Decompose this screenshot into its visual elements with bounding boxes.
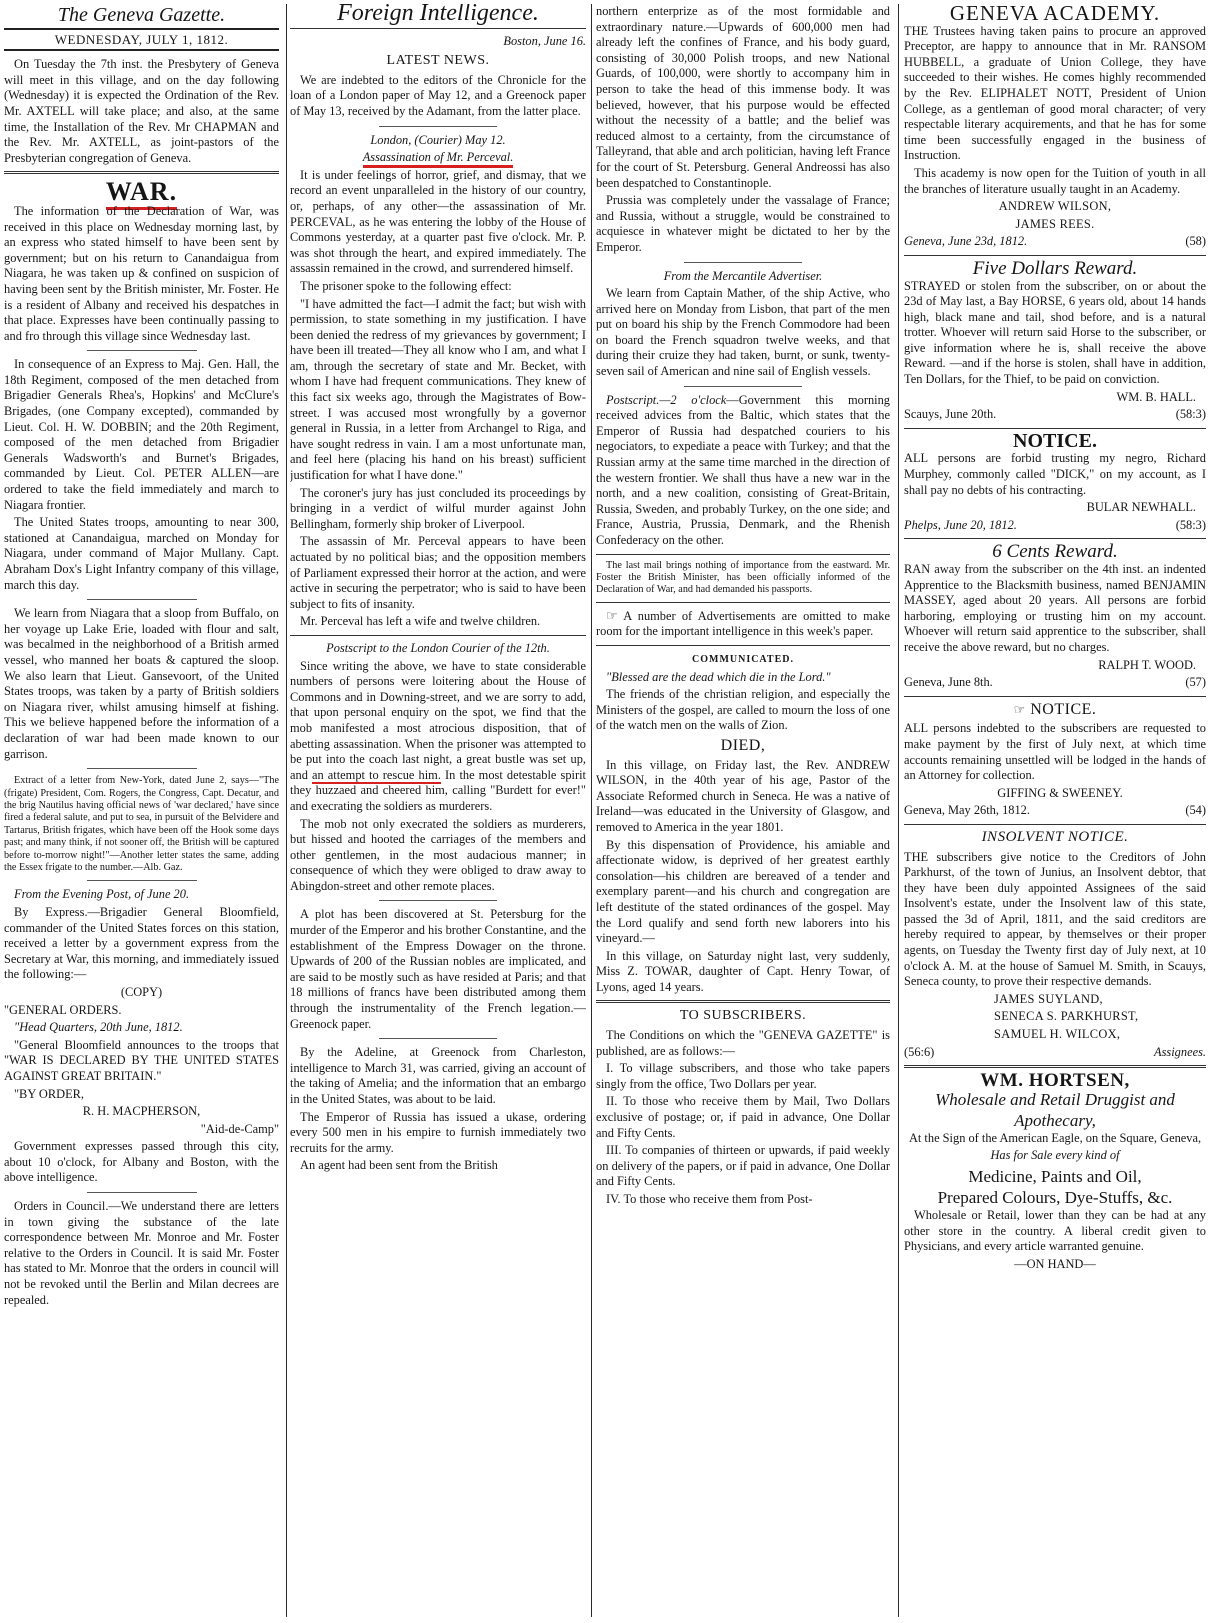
carriages-paragraph: The mob not only execrated the soldiers as murderers, but hissed and hooted the carriages of the members and other gentlemen, in the most audacious manner; in consequence of which they were obliged to draw away to Abingdon-street and other remote places. xyxy=(290,816,586,893)
on-hand: —ON HAND— xyxy=(1014,1256,1096,1271)
government-expresses: Government expresses passed through this city, about 10 o'clock, for Albany and Boston, with the above intelligence. xyxy=(4,1139,279,1185)
coroner-paragraph: The coroner's jury has just concluded its proceedings by bringing in a verdict of wilful murder against John Bellingham, formerly ship broker of Liverpool. xyxy=(290,485,586,531)
providence-paragraph: By this dispensation of Providence, his amiable and affectionate widow, is deprived of her greatest earthly consolation—his children are bereaved of a tender and exemplary parent—and his church and congregation are left destitute of the stated ordinances of the gospel. May the Lord qualify and send forth new laborers into his vineyard.— xyxy=(596,837,890,946)
ran-away-signer: RALPH T. WOOD. xyxy=(1098,657,1196,672)
communicated-heading: COMMUNICATED. xyxy=(692,654,794,665)
regiments-paragraph: In consequence of an Express to Maj. Gen. Hall, the 18th Regiment, composed of the men detached from Brigadier Generals Rhea's, Hopkins' and McClure's Brigades, (one Company excepted), commanded by Lieut. Col. H. W. DOBBIN; and the 20th Regiment, composed of the men detached from Brigadier Generals Wadsworth's and Burnet's Brigades, commanded by Lieut. Col. PETER ALLEN—are ordered to take the field immediately and march to Niagara frontier. xyxy=(4,357,279,512)
divider xyxy=(290,635,586,636)
mob-paragraph: Since writing the above, we have to state considerable numbers of persons were loitering about the House of Commons and in Downing-street, and we are sorry to add, that upon personal enquiry on the spot, we find that the mob manifested a most atrocious disposition, that of abetting assassination. When the prisoner was attempted to be put into the coach last night, a great bustle was set up, and an attempt to rescue him. In the most detestable spirit they huzzaed and cheered him, calling "Burdett for ever!" and execrating the soldiers as murderers. xyxy=(290,658,586,813)
divider xyxy=(379,126,497,127)
goods-line-1: Medicine, Paints and Oil, xyxy=(968,1167,1142,1186)
perceval-subhead: Assassination of Mr. Perceval. xyxy=(290,150,586,166)
firm-sign: At the Sign of the American Eagle, on the Square, Geneva, xyxy=(908,1130,1202,1145)
divider xyxy=(684,386,802,387)
rescue-highlight: an attempt to rescue him. xyxy=(312,767,441,782)
academy-heading: GENEVA ACADEMY. xyxy=(949,4,1161,25)
notice-dateline: Phelps, June 20, 1812. (58:3) xyxy=(904,517,1206,532)
chronicle-paragraph: We are indebted to the editors of the Chronicle for the loan of a London paper of May 12, and a Greenock paper of May 13, received by the Adamant, from the latter place. xyxy=(290,72,586,118)
orders-signer: R. H. MACPHERSON, xyxy=(82,1104,201,1119)
pointing-hand-icon: ☞ xyxy=(606,607,618,623)
adeline-paragraph: By the Adeline, at Greenock from Charleston, intelligence to March 31, was carried, giving an account of the taking of Amelia; and the information that an embargo in the United States, was about to be laid. xyxy=(290,1045,586,1106)
divider xyxy=(596,645,890,646)
divider xyxy=(904,696,1206,697)
insolvent-text: THE subscribers give notice to the Creditors of John Parkhurst, of the town of Junius, an Insolvent debtor, that they have been duly appointed Assignees of the said Insolvent's estate, under the Insolvent law of this state, passed the 3d of April, 1811, and the said creditors are hereby required to appear, by themselves or their proper agents, on Tuesday the Twenty first day of July next, at 10 o'clock A. M. at the house of Samuel M. Smith, in Scauys, Seneca county, to prove their respective demands. xyxy=(904,849,1206,989)
divider xyxy=(379,1038,497,1039)
divider xyxy=(596,1000,890,1003)
strayed-dateline: Scauys, June 20th. (58:3) xyxy=(904,407,1206,422)
column-2 xyxy=(290,4,586,1617)
express-paragraph: By Express.—Brigadier General Bloomfield, commander of the United States forces on this station, received a letter by a government express from the Secretary at War, this morning, and immediately issued the following:— xyxy=(4,904,279,982)
firm-description: Wholesale and Retail Druggist and Apothecary, xyxy=(935,1089,1175,1130)
friends-paragraph: The friends of the christian religion, and especially the Ministers of the gospel, are called to mourn the loss of one of the watch men on the walls of Zion. xyxy=(596,687,890,733)
divider xyxy=(87,350,197,351)
ukase-paragraph: The Emperor of Russia has issued a ukase, ordering every 500 men in his empire to furnish immediately two recruits for the army. xyxy=(290,1109,586,1155)
condition-1: I. To village subscribers, and those who take papers singly from the office, Two Dollars per year. xyxy=(596,1061,890,1091)
divider xyxy=(904,428,1206,429)
london-dateline: London, (Courier) May 12. xyxy=(370,132,506,147)
divider xyxy=(904,1065,1206,1068)
column-1 xyxy=(4,4,283,1617)
indebted-text: ALL persons indebted to the subscribers are requested to make payment by the first of July next, at which time accounts remaining unsettled will be lodged in the hands of an Attorney for collection. xyxy=(904,721,1206,783)
presbytery-notice: On Tuesday the 7th inst. the Presbytery of Geneva will meet in this village, and on the day following (Wednesday) it is expected the Ordination of the Rev. Mr. AXTELL will take place; and also, at the same time, the Installation of the Rev. Mr CHAPMAN and the Rev. Mr. AXTELL, as joint-pastors of the Presbyterian congregation of Geneva. xyxy=(4,57,279,165)
six-cents-heading: 6 Cents Reward. xyxy=(992,541,1118,563)
divider xyxy=(904,538,1206,539)
divider xyxy=(87,1192,197,1193)
column-4 xyxy=(904,4,1206,1617)
insolvent-signer-1: JAMES SUYLAND, xyxy=(994,991,1103,1006)
prisoner-statement: "I have admitted the fact—I admit the fact; but wish with permission, to state something in my justification. I have been denied the redress of my grievances by government; I have been ill treated—They all know who I am, and what I am, through the secretary of state and Mr. Becket, with whom I have had frequent communications. They knew of this fact six weeks ago, through the Magistrates of Bow-street. I was accused most wrongfully by a governor general in Russia, in a letter from Archangel to Riga, and have sought redress in vain. I am a most unfortunate man, and feel here (placing his hand on his breast) sufficient justification for what I have done." xyxy=(290,296,586,483)
masthead-title: The Geneva Gazette. xyxy=(57,4,226,26)
divider xyxy=(87,768,197,769)
notice-2-heading: ☞ NOTICE. xyxy=(1013,700,1097,718)
five-dollars-heading: Five Dollars Reward. xyxy=(972,257,1138,279)
orders-hq: "Head Quarters, 20th June, 1812. xyxy=(14,1020,183,1035)
assassin-paragraph: The assassin of Mr. Perceval appears to have been actuated by no political bias; and the opposition members of Parliament expressed their horror at the action, and were active in securing the perpetrator; who is said to have been subject to fits of insanity. xyxy=(290,534,586,611)
column-3 xyxy=(596,4,890,1617)
divider xyxy=(87,880,197,881)
boston-dateline: Boston, June 16. xyxy=(503,33,586,48)
column-rule xyxy=(898,4,899,1617)
mercantile-label: From the Mercantile Advertiser. xyxy=(663,268,823,283)
agent-paragraph: An agent had been sent from the British xyxy=(300,1158,498,1173)
mather-paragraph: We learn from Captain Mather, of the ship Active, who arrived here on Monday from Lisbon, that part of the men put on board his ship by the French Commodore had been on board the French squadron twelve weeks, and that during their cruize they had taken, burnt, or sunk, twenty-seven sail of American and nine sail of English vessels. xyxy=(596,286,890,379)
academy-dateline: Geneva, June 23d, 1812. (58) xyxy=(904,234,1206,249)
insolvent-signer-3: SAMUEL H. WILCOX, xyxy=(994,1027,1121,1042)
academy-text: THE Trustees having taken pains to procure an approved Preceptor, are happy to announce that in Mr. RANSOM HUBBELL, a graduate of Union College, they have succeeded to their wishes. He comes highly recommended by the Rev. ELIPHALET NOTT, President of Union College, as a gentleman of good moral character; of very respectable literary acquirements, and that he has for some time been successfully engaged in the business of Instruction. xyxy=(904,23,1206,163)
divider xyxy=(4,171,279,174)
firm-name: WM. HORTSEN, xyxy=(980,1070,1130,1092)
insolvent-footer: (56:6) Assignees. xyxy=(904,1044,1206,1059)
indebted-signer: GIFFING & SWEENEY. xyxy=(997,785,1123,800)
conditions-intro: The Conditions on which the "GENEVA GAZETTE" is published, are as follows:— xyxy=(596,1028,890,1058)
subscribers-heading: TO SUBSCRIBERS. xyxy=(679,1008,807,1024)
enterprize-paragraph: northern enterprize as of the most formidable and extraordinary nature.—Upwards of 600,000 men had already left the confines of France, and his body guard, consisting of 30,000 Polish troops, and new National Guards, of 100,000, were shortly to accompany him in person to take the head of this immense body. It was believed, however, that his purpose would be effected without the necessity of a battle; and the belief was reduced almost to a certainty, from the circumstance of Talleyrand, that able and arch politician, having left France for the court of St. Petersburg. General Andreossi has also been despatched to Constantinople. xyxy=(596,4,890,190)
ran-away-dateline: Geneva, June 8th. (57) xyxy=(904,675,1206,690)
notice-signer: BULAR NEWHALL. xyxy=(1086,500,1196,515)
insolvent-heading: INSOLVENT NOTICE. xyxy=(981,828,1129,845)
goods-text: Wholesale or Retail, lower than they can be had at any other store in the country. A liberal credit given to Physicians, and every article warranted genuine. xyxy=(904,1208,1206,1254)
divider xyxy=(596,602,890,603)
goods-line-2: Prepared Colours, Dye-Stuffs, &c. xyxy=(937,1188,1173,1207)
war-heading: WAR. xyxy=(4,184,279,200)
wilson-obituary: In this village, on Friday last, the Rev. ANDREW WILSON, in the 40th year of his age, Pastor of the Associate Reformed church in Seneca. He was a native of Ireland—was educated in the University of Glasgow, and removed to America in the year 1801. xyxy=(596,757,890,834)
died-heading: DIED, xyxy=(720,736,766,754)
orders-in-council: Orders in Council.—We understand there are letters in town giving the substance of the late correspondence between Mr. Monroe and Mr. Foster relative to the Orders in Council. It is said Mr. Foster has stated to Mr. Monroe that the orders in council will not be revoked until the Berlin and Milan decrees are repealed. xyxy=(4,1199,279,1307)
perceval-paragraph: It is under feelings of horror, grief, and dismay, that we record an event unparalleled in the history of our country, or, perhaps, of any other—the assassination of Mr. PERCEVAL, as he was entering the lobby of the House of Commons yesterday, at a quarter past five o'clock. Mr. P. was shot through the heart, and expired immediately. The assassin remained in the crowd, and surrendered himself. xyxy=(290,167,586,276)
orders-title: "GENERAL ORDERS. xyxy=(4,1002,122,1017)
mail-note: The last mail brings nothing of importance from the eastward. Mr. Foster the British Minister, has been officially informed of the Declaration of War, and had demanded his passports. xyxy=(596,559,890,596)
divider xyxy=(87,599,197,600)
prussia-paragraph: Prussia was completely under the vassalage of France; and Russia, without a struggle, would be constrained to acquiesce in whatever might be dictated to her by the Emperor. xyxy=(596,193,890,254)
divider xyxy=(904,255,1206,256)
prisoner-intro: The prisoner spoke to the following effect: xyxy=(300,278,512,293)
latest-news-heading: LATEST NEWS. xyxy=(386,53,490,69)
notice-text: ALL persons are forbid trusting my negro, Richard Murphey, commonly called "DICK," on my account, as I shall pay no debts of his contracting. xyxy=(904,451,1206,497)
column-rule xyxy=(591,4,592,1617)
baltic-paragraph: Postscript.—2 o'clock—Government this morning received advices from the Baltic, which states that the Emperor of Russia had despatched couriers to his negociators, to expediate a peace with Turkey; and that the Russian army at the same time marched in the direction of the western frontier. We shall thus have a new war in the north, and a new coalition, consisting of Great-Britain, Russia, Sweden, and probably Turkey, on the one side; and France, Austria, Prussia, Denmark, and the Rhenish Confederacy on the other. xyxy=(596,392,890,547)
notice-heading: NOTICE. xyxy=(1013,429,1097,452)
divider xyxy=(290,28,586,29)
postscript-label: Postscript to the London Courier of the 12th. xyxy=(326,640,550,655)
condition-3: III. To companies of thirteen or upwards, if paid weekly on delivery of the papers, or if paid in advance, One Dollar and Fifty Cents. xyxy=(596,1143,890,1189)
masthead-date: WEDNESDAY, JULY 1, 1812. xyxy=(4,28,279,52)
niagara-paragraph: We learn from Niagara that a sloop from Buffalo, on her voyage up Lake Erie, loaded with flour and salt, was becalmed in the neighborhood of a British armed vessel, who manned her boats & captured the sloop. We also learn that Lieut. Gansevoort, of the United States troops, was taken by a party of British soldiers on Niagara river, whilst amusing himself at fishing. This we believe happened before the information of a declaration of war had been made known to our garrison. xyxy=(4,606,279,761)
academy-signer-2: JAMES REES. xyxy=(1015,216,1095,231)
by-order: "BY ORDER, xyxy=(14,1086,84,1101)
newyork-letter: Extract of a letter from New-York, dated June 2, says—"The (frigate) President, Com. Rogers, the Congress, Capt. Decatur, and the brig Nautilus having official news of 'war declared,' have since fired a federal salute, and put to sea, in pursuit of the Belvidere and Tartarus, British frigates, which have been off the Hook some days past; and many think, if not sooner off, the British will be captured before to-morrow night!"—Another letter states the same, adding the Essex frigate to the number.—Alb. Gaz. xyxy=(4,775,279,873)
strayed-text: STRAYED or stolen from the subscriber, on or about the 23d of May last, a Bay HORSE, 6 years old, about 14 hands high, black mane and tail, shod before, and is a natural trotter. Whoever will return said Horse to the subscriber, or give information where he is, shall receive the above Reward. —and if the horse is stolen, shall have in addition, Ten Dollars, for the Thief, to be paid on conviction. xyxy=(904,278,1206,387)
family-paragraph: Mr. Perceval has left a wife and twelve children. xyxy=(300,614,541,629)
orders-text: "General Bloomfield announces to the troops that "WAR IS DECLARED BY THE UNITED STATES AGAINST GREAT BRITAIN." xyxy=(4,1037,279,1083)
troops-paragraph: The United States troops, amounting to near 300, stationed at Canandaigua, marched on Monday for Niagara, under command of Major Mullany. Capt. Abraham Dox's Light Infantry company of this village, march this day. xyxy=(4,515,279,592)
ran-away-text: RAN away from the subscriber on the 4th inst. an indented Apprentice to the Blacksmith business, named BENJAMIN MASSEY, aged about 20 years. All persons are forbid harboring, employing or trusting him on my account. Whoever will return said apprentice to the subscriber, shall receive the above reward, but no charges. xyxy=(904,562,1206,654)
verse: "Blessed are the dead which die in the Lord." xyxy=(606,669,831,684)
plot-paragraph: A plot has been discovered at St. Petersburg for the murder of the Emperor and his brother Constantine, and the establishment of the Empress Dowager on the throne. Upwards of 200 of the Russian nobles are implicated, and are said to be mostly such as have resided at Paris; and that 18 millions of francs have been distributed among them through the instrumentality of the French legation.—Greenock paper. xyxy=(290,907,586,1031)
evening-post-label: From the Evening Post, of June 20. xyxy=(14,887,190,902)
column-rule xyxy=(286,4,287,1617)
condition-4: IV. To those who receive them from Post- xyxy=(606,1192,813,1206)
strayed-signer: WM. B. HALL. xyxy=(1116,389,1196,404)
orders-signer-title: "Aid-de-Camp" xyxy=(200,1121,279,1136)
condition-2: II. To those who receive them by Mail, Two Dollars exclusive of postage; or, if paid in advance, One Dollar and Fifty Cents. xyxy=(596,1094,890,1140)
for-sale-line: Has for Sale every kind of xyxy=(990,1148,1120,1163)
advertisements-note: ☞ A number of Advertisements are omitted to make room for the important intelligence in this week's paper. xyxy=(596,607,890,639)
towar-obituary: In this village, on Saturday night last, very suddenly, Miss Z. TOWAR, daughter of Capt. Henry Towar, of Lyons, aged 14 years. xyxy=(596,948,890,994)
divider xyxy=(379,900,497,901)
pointing-hand-icon: ☞ xyxy=(1013,701,1026,717)
academy-open: This academy is now open for the Tuition of youth in all the branches of literature usually taught in an Academy. xyxy=(904,165,1206,196)
insolvent-signer-2: SENECA S. PARKHURST, xyxy=(994,1009,1139,1024)
divider xyxy=(684,262,802,263)
divider xyxy=(596,554,890,555)
indebted-dateline: Geneva, May 26th, 1812. (54) xyxy=(904,803,1206,818)
academy-signer-1: ANDREW WILSON, xyxy=(998,199,1112,214)
foreign-intelligence-heading: Foreign Intelligence. xyxy=(337,4,539,26)
copy-label: (COPY) xyxy=(120,984,163,999)
divider xyxy=(904,824,1206,825)
war-paragraph: The information of the Declaration of War, was received in this place on Wednesday morning last, by an express who stated himself to have been sent by government; but on his return to Canandaigua from Niagara, he was taken up & confined on suspicion of having been sent by the British minister, Mr. Foster. He is a resident of Albany and received his despatches in that place. Expresses have been continually passing to and fro through this village since Wednesday last. xyxy=(4,203,279,343)
